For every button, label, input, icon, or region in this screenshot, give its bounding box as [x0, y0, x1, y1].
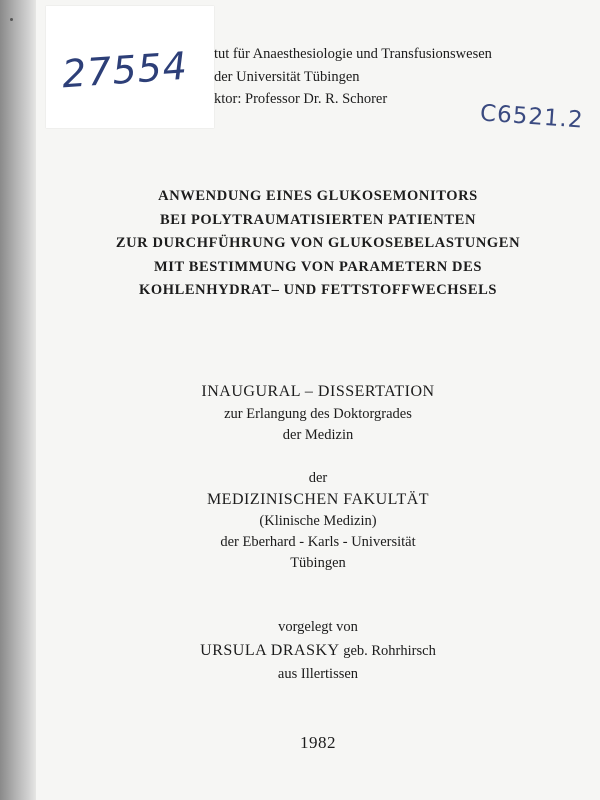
- title-line-1: ANWENDUNG EINES GLUKOSEMONITORS: [158, 188, 478, 204]
- dissertation-heading: INAUGURAL – DISSERTATION: [201, 383, 435, 400]
- dissertation-title: [36, 185, 600, 303]
- institution-line-3: ktor: Professor Dr. R. Schorer: [214, 91, 388, 107]
- author-birth-name: geb. Rohrhirsch: [343, 643, 436, 659]
- author-block: [36, 616, 600, 686]
- dissertation-line-1: zur Erlangung des Doktorgrades: [224, 406, 412, 422]
- author-line: [36, 639, 600, 663]
- institution-line-1: tut für Anaesthesiologie und Transfusionswesen: [214, 46, 492, 62]
- title-line-5: KOHLENHYDRAT– UND FETTSTOFFWECHSELS: [138, 282, 498, 298]
- dissertation-line-2: der Medizin: [282, 427, 354, 443]
- dissertation-block: [36, 380, 600, 446]
- presented-by: vorgelegt von: [278, 619, 358, 635]
- faculty-der: der: [308, 470, 328, 486]
- title-line-4: MIT BESTIMMUNG VON PARAMETERN DES: [153, 258, 483, 275]
- sticker-number: 27554: [60, 43, 190, 97]
- institution-line-2: der Universität Tübingen: [214, 69, 360, 85]
- faculty-university: der Eberhard - Karls - Universität: [220, 534, 416, 550]
- author-name: URSULA DRASKY: [200, 642, 340, 659]
- publication-year: 1982: [300, 733, 336, 752]
- author-origin: aus Illertissen: [277, 666, 359, 682]
- faculty-block: [36, 468, 600, 574]
- scan-speck: [10, 18, 13, 21]
- title-line-3: ZUR DURCHFÜHRUNG VON GLUKOSEBELASTUNGEN: [115, 235, 521, 251]
- faculty-sub: (Klinische Medizin): [259, 513, 377, 529]
- handwritten-shelfmark: C6521.2: [479, 100, 585, 134]
- book-binding-edge: [0, 0, 36, 800]
- faculty-name: MEDIZINISCHEN FAKULTÄT: [206, 491, 430, 508]
- title-line-2: BEI POLYTRAUMATISIERTEN PATIENTEN: [159, 211, 477, 228]
- faculty-city: Tübingen: [290, 555, 346, 571]
